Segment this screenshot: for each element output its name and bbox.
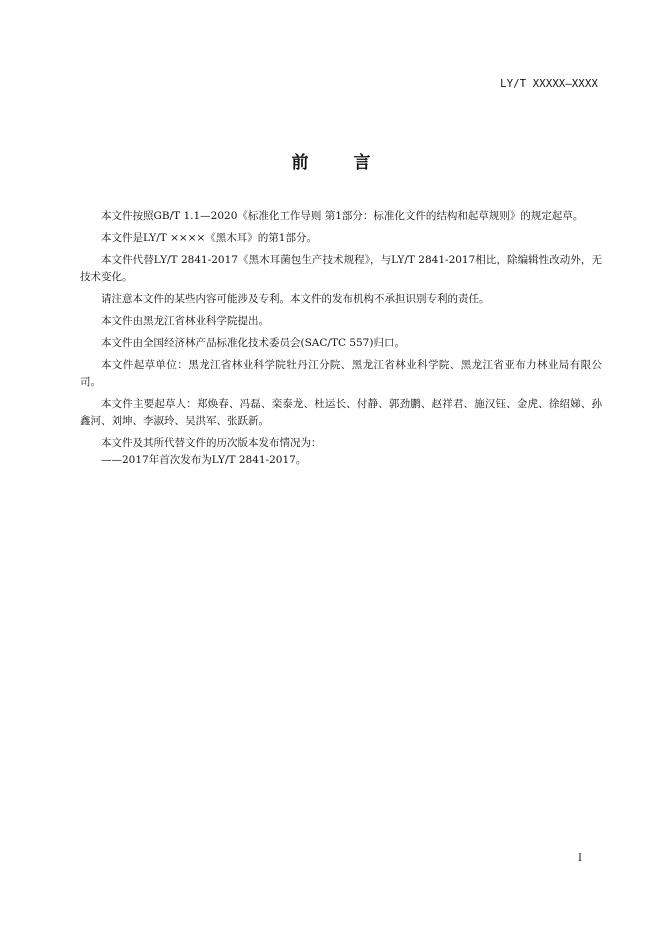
paragraph-proposer: 本文件由黑龙江省林业科学院提出。 bbox=[101, 315, 269, 327]
page-title: 前 言 bbox=[291, 153, 385, 173]
document-code: LY/T XXXXX—XXXX bbox=[500, 78, 598, 90]
paragraph-part-info: 本文件是LY/T ××××《黑木耳》的第1部分。 bbox=[101, 232, 317, 244]
page-number: I bbox=[578, 853, 582, 864]
foreword-body bbox=[80, 208, 602, 469]
paragraph-drafters: 本文件主要起草人：郑焕春、冯磊、栾泰龙、杜运长、付静、郭劲鹏、赵祥君、施汉钰、金虎、徐绍娣、孙鑫河、刘坤、李淑玲、吴洪军、张跃新。 bbox=[80, 398, 602, 427]
paragraph-drafting-rules: 本文件按照GB/T 1.1—2020《标准化工作导则 第1部分：标准化文件的结构和起草规则》的规定起草。 bbox=[101, 210, 584, 222]
paragraph-committee: 本文件由全国经济林产品标准化技术委员会(SAC/TC 557)归口。 bbox=[101, 337, 405, 349]
paragraph-drafting-units: 本文件起草单位：黑龙江省林业科学院牡丹江分院、黑龙江省林业科学院、黑龙江省亚布力林业局有限公司。 bbox=[80, 359, 602, 388]
history-item: ——2017年首次发布为LY/T 2841-2017。 bbox=[101, 454, 307, 466]
paragraph-replacement: 本文件代替LY/T 2841-2017《黑木耳菌包生产技术规程》，与LY/T 2841-2017相比，除编辑性改动外，无技术变化。 bbox=[80, 254, 602, 283]
paragraph-version-history: 本文件及其所代替文件的历次版本发布情况为： bbox=[101, 437, 322, 449]
paragraph-patent-notice: 请注意本文件的某些内容可能涉及专利。本文件的发布机构不承担识别专利的责任。 bbox=[101, 293, 490, 305]
